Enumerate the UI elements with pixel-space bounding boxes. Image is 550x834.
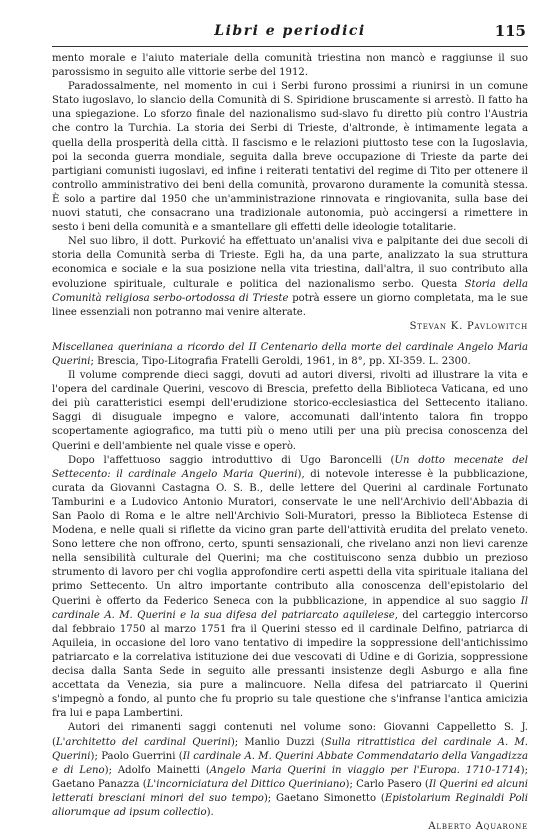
review1-signature: Stevan K. Pavlowitch: [409, 320, 528, 332]
running-title: Libri e periodici: [214, 23, 366, 39]
review2-paragraph-1: Il volume comprende dieci saggi, dovuti ad autori diversi, rivolti ad illustrare la vita e l'opera del cardinale Querini, vescovo di Brescia, prefetto della Biblioteca Vaticana, ed uno dei più caratteristici esempi dell'erudizione storico-ecclesiastica del Settecento italiano. Saggi di disuguale impegno e valore, accomunati dall'intento talora fin troppo scopertamente agiografico, ma tutti più o meno utili per una più precisa conoscenza del Querini e dell'ambiente nel quale visse e operò.: [52, 370, 528, 452]
page-number: 115: [494, 22, 526, 40]
essay-title: Il Querini ed alcuni letterati bresciani minori del suo tempo: [52, 778, 528, 804]
publication-details: ; Brescia, Tipo-Litografia Fratelli Geroldi, 1961, in 8°, pp. XI-359. L. 2300.: [90, 355, 471, 367]
text-run: ); Manlio Duzzi (: [230, 736, 325, 748]
essay-title: Il cardinale A. M. Querini Abbate Commendatario della Vangadizza e di Leno: [52, 750, 528, 776]
text-run: ); Carlo Pasero (: [345, 778, 429, 790]
essay-title: Sulla ritrattistica del cardinale A. M. Querini: [52, 736, 528, 762]
text-run: Autori dei rimanenti saggi contenuti nel volume sono: Giovanni Cappelletto S. J. (: [52, 722, 528, 748]
text-run: ); Gaetano Simonetto (: [263, 792, 385, 804]
text-run: , del carteggio intercorso dal febbraio 1750 al marzo 1751 fra il Querini stesso ed il cardinale Delfino, patriarca di Aquileia, in occasione del loro vano tentativo di impedire la soppressione dell'antichissimo patriarcato e la correlativa istituzione dei due vescovati di Udine e di Gorizia, soppressione decisa dalla Santa Sede in seguito alle pressanti insistenze degli Asburgo e alla fine accettata da Venezia, sia pure a malincuore. Nella difesa del patriarcato il Querini s'impegnò a fondo, al punto che fu proprio su tale questione che s'infranse l'antica amicizia fra lui e papa Lambertini.: [52, 609, 528, 720]
essay-title: L'architetto del cardinal Querini: [55, 736, 231, 748]
running-header: [52, 20, 528, 47]
book-title: Storia della Comunità religiosa serbo-ortodossa di Trieste: [52, 278, 528, 304]
page-body: [52, 52, 528, 834]
review1-paragraph-2: Paradossalmente, nel momento in cui i Serbi furono prossimi a riunirsi in un comune Stato iugoslavo, lo slancio della Comunità di S. Spiridione bruscamente si arrestò. Il fatto ha una spiegazione. Lo sforzo finale del nazionalismo sud-slavo fu diretto più contro l'Austria che contro la Turchia. La storia dei Serbi di Trieste, d'altronde, è intimamente legata a quella della prosperità della città. Il fascismo e le relazioni piuttosto tese con la Iugoslavia, poi la seconda guerra mondiale, seguita dalla breve occupazione di Trieste da parte dei partigiani comunisti iugoslavi, ed infine i reiterati tentativi del regime di Tito per ottenere il controllo amministrativo dei beni della comunità, provarono duramente la comunità stessa. È solo a partire dal 1950 che un'amministrazione rinnovata e ringiovanita, sulla base dei nuovi statuti, che consacrano una tradizionale autonomia, può accingersi a rimettere in sesto i beni della comunità e a smantellare gli effetti delle ideologie totalitarie.: [52, 81, 528, 234]
essay-title: Angelo Maria Querini in viaggio per l'Europa. 1710-1714: [209, 764, 521, 776]
text-run: Nel suo libro, il dott. Purković ha effettuato un'analisi viva e palpitante dei due secoli di storia della Comunità serba di Trieste. Egli ha, da una parte, analizzato la sua struttura economica e sociale e la sua posizione nella vita triestina, dall'altra, il suo contributo alla evoluzione spirituale, culturale e politica del nazionalismo serbo. Questa: [52, 236, 528, 290]
text-run: potrà essere un giorno completata, ma le sue linee essenziali non potranno mai venire alterate.: [52, 292, 528, 318]
essay-title: Il cardinale A. M. Querini e la sua difesa del patriarcato aquileiese: [52, 595, 528, 621]
review1-paragraph-3: [52, 235, 528, 320]
text-run: ); Gaetano Panazza (: [52, 764, 529, 790]
text-run: ); Adolfo Mainetti (: [104, 764, 210, 776]
review1-paragraph-1: mento morale e l'aiuto materiale della comunità triestina non mancò e raggiunse il suo parossismo in seguito alle vittorie serbe del 1912.: [52, 53, 528, 79]
text-run: ), di notevole interesse è la pubblicazione, curata da Giovanni Castagna O. S. B., delle lettere del Querini al cardinale Fortunato Tamburini e a Ludovico Antonio Muratori, conservate le une nell'Archivio dell'Abbazia di San Paolo di Roma e le altre nell'Archivio Soli-Muratori, presso la Biblioteca Estense di Modena, e nelle quali si riflette da vicino gran parte dell'attività erudita del prelato veneto. Sono lettere che non offrono, certo, spunti sensazionali, che rivelano anzi non lievi carenze nella sensibilità culturale del Querini; ma che costituiscono senza dubbio un prezioso strumento di lavoro per chi voglia approfondire certi aspetti della vita spirituale italiana del primo Settecento. Un altro importante contributo alla conoscenza dell'epistolario del Querini è offerto da Federico Seneca con la pubblicazione, in appendice al suo saggio: [52, 468, 528, 607]
text-run: ); Paolo Guerrini (: [90, 750, 183, 762]
review2-paragraph-2: [52, 454, 528, 722]
book-title: Miscellanea queriniana a ricordo del II Centenario della morte del cardinale Angelo Maria Querini: [52, 341, 528, 367]
review2-signature: Alberto Aquarone: [428, 821, 528, 833]
text-run: ).: [206, 806, 214, 818]
essay-title: L'incorniciatura del Dittico Queriniano: [146, 778, 346, 790]
essay-title: Un dotto mecenate del Settecento: il cardinale Angelo Maria Querini: [52, 454, 528, 480]
essay-title: Epistolarium Reginaldi Poli aliorumque ad ipsum collectio: [52, 792, 528, 818]
review2-paragraph-3: [52, 721, 528, 820]
review2-bibliographic-entry: [52, 341, 528, 369]
text-run: Dopo l'affettuoso saggio introduttivo di Ugo Baroncelli (: [68, 454, 395, 466]
